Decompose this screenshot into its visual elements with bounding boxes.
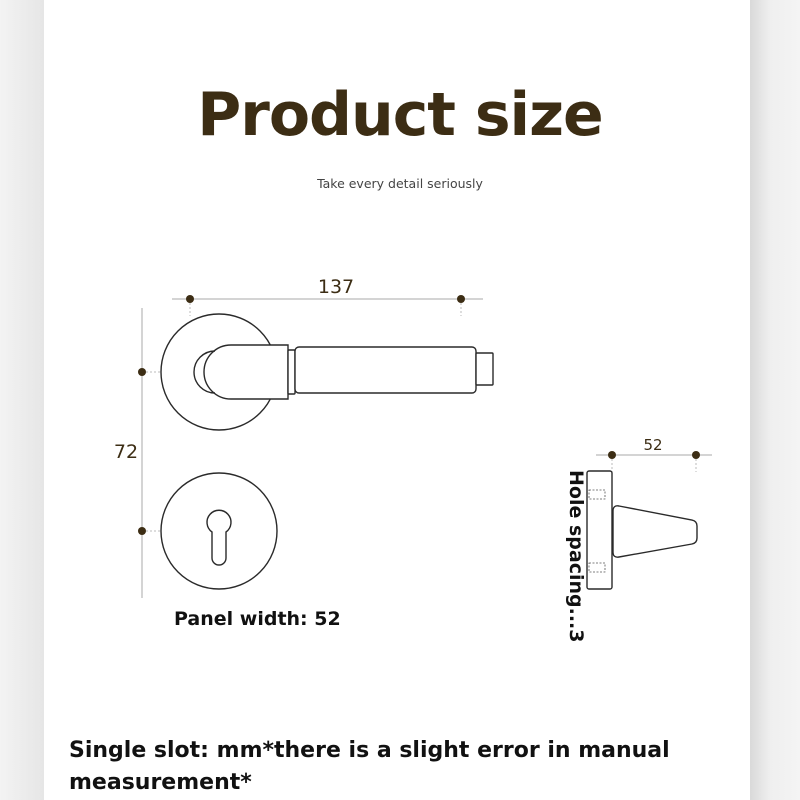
lever-end-cap xyxy=(476,353,493,385)
total-height-dimension xyxy=(114,308,160,598)
panel-width-label: Panel width: 52 xyxy=(174,608,341,630)
dimension-dot xyxy=(138,527,146,535)
dimension-dot xyxy=(608,451,616,459)
page-subtitle: Take every detail seriously xyxy=(317,176,483,191)
lever-collar xyxy=(288,350,295,394)
side-lever xyxy=(613,506,697,557)
dimension-dot xyxy=(138,368,146,376)
side-depth-label: 52 xyxy=(643,436,663,454)
lever-handle xyxy=(161,314,493,430)
lever-neck xyxy=(204,345,288,399)
handle-length-label: 137 xyxy=(317,276,355,298)
keyhole-escutcheon xyxy=(161,473,277,589)
total-height-label: 72 xyxy=(113,441,139,463)
side-profile xyxy=(587,471,697,589)
lever-grip xyxy=(295,347,476,393)
page-title: Product size xyxy=(197,80,603,150)
side-depth-dimension xyxy=(596,436,712,472)
measurement-note: Single slot: mm*there is a slight error in manual measurement* xyxy=(69,738,670,795)
dimension-dot xyxy=(692,451,700,459)
hole-spacing-label: Hole spacing...3 xyxy=(565,470,587,643)
dimension-dot xyxy=(186,295,194,303)
handle-length-dimension xyxy=(172,276,483,316)
dimension-dot xyxy=(457,295,465,303)
